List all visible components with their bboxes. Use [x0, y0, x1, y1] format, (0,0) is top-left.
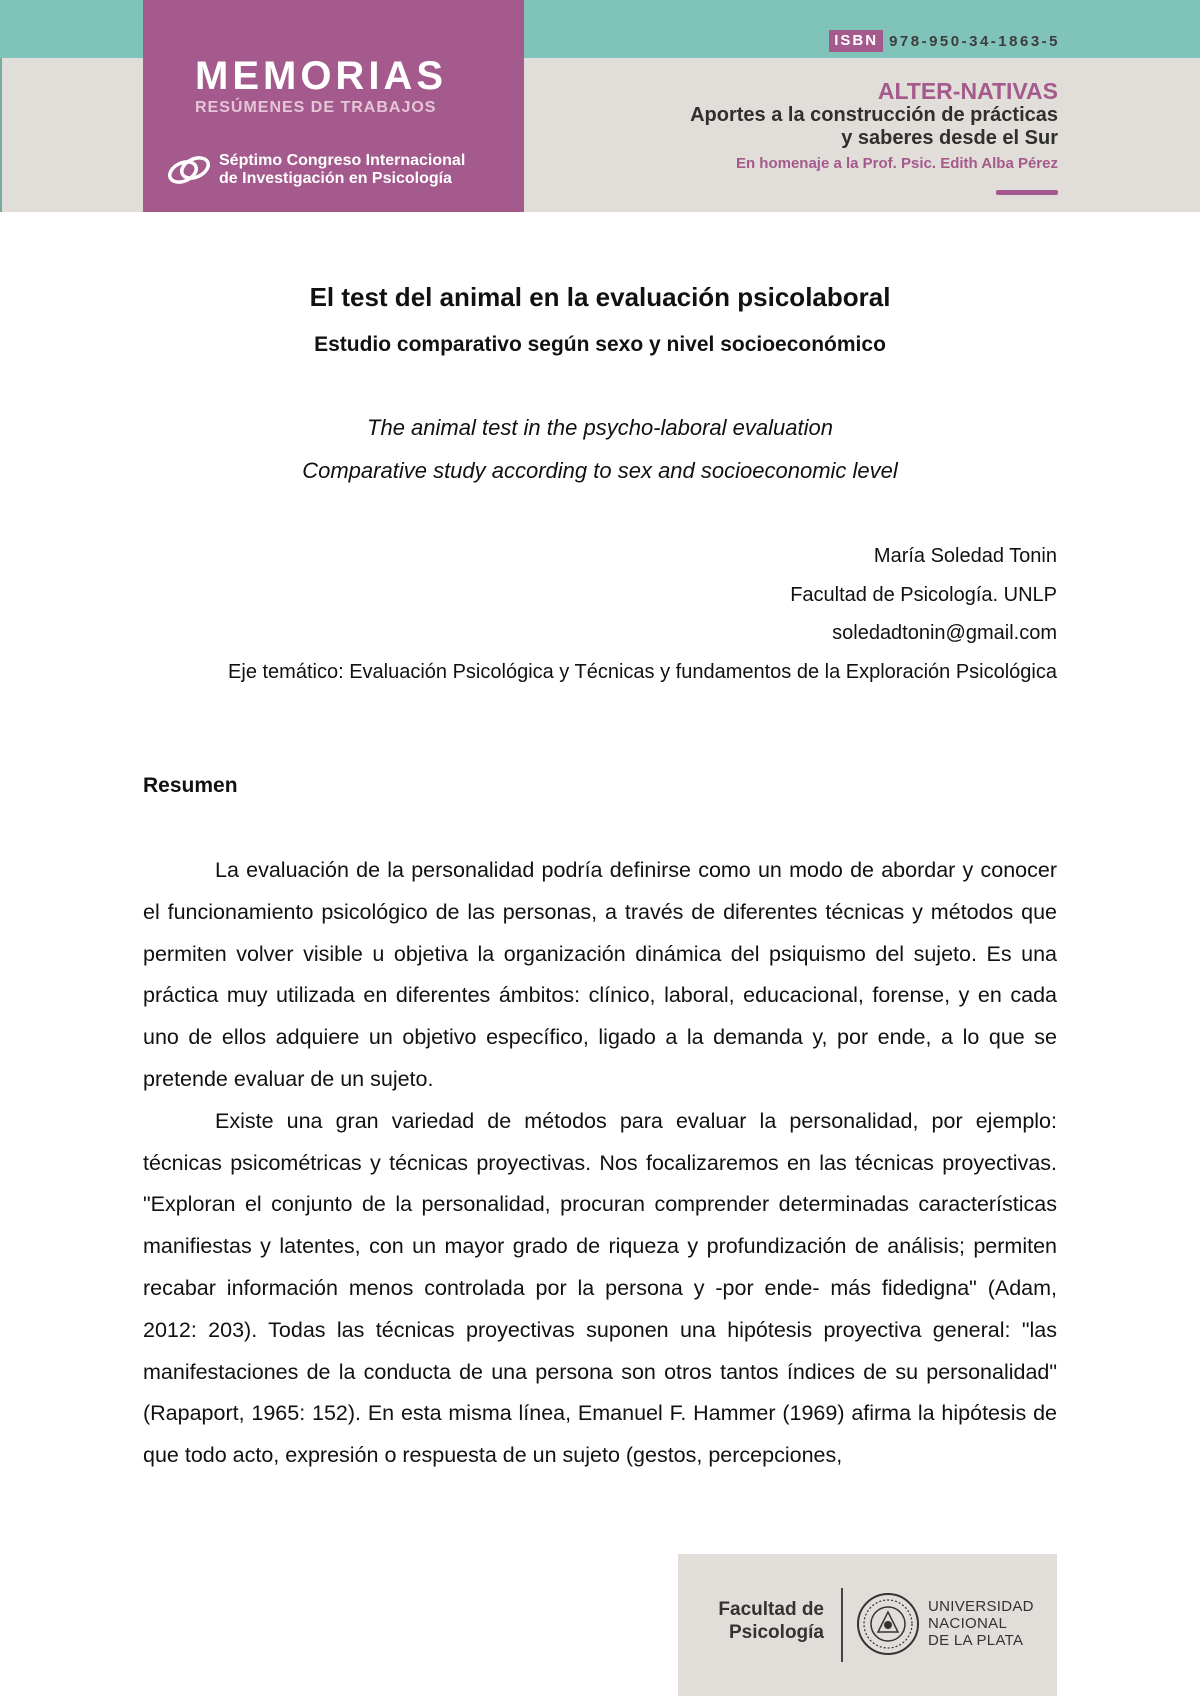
memorias-title: MEMORIAS	[195, 54, 447, 98]
isbn-label: ISBN	[829, 30, 883, 52]
unlp-logo-text	[928, 1598, 1034, 1649]
congress-theme-title: ALTER-NATIVAS	[877, 78, 1058, 104]
memorias-subtitle: RESÚMENES DE TRABAJOS	[195, 99, 437, 116]
congreso-line-1: Séptimo Congreso Internacional	[219, 152, 466, 169]
facultad-line-2: Psicología	[728, 1622, 824, 1643]
isbn-number: 978-950-34-1863-5	[889, 32, 1060, 50]
author-affiliation: Facultad de Psicología. UNLP	[790, 583, 1057, 606]
unlp-seal-icon	[856, 1592, 920, 1656]
header-edge-line	[0, 58, 2, 212]
isbn	[829, 30, 1060, 52]
logo-divider	[841, 1588, 843, 1662]
paper-subtitle: Estudio comparativo según sexo y nivel socioeconómico	[314, 333, 886, 356]
author-block	[143, 537, 1057, 691]
congress-logo-icon	[165, 150, 213, 190]
facultad-line-1: Facultad de	[718, 1599, 824, 1620]
unlp-line-3: DE LA PLATA	[928, 1632, 1024, 1649]
paper-title-en: The animal test in the psycho-laboral evaluation	[367, 415, 833, 440]
abstract-paragraph: Existe una gran variedad de métodos para evaluar la personalidad, por ejemplo: técnicas psicométricas y técnicas proyectivas. Nos focalizaremos en las técnicas proyectivas. "Exploran el conjunto de la personalidad, procuran comprender determinadas características manifiestas y latentes, con un mayor grado de riqueza y profundización de análisis; permiten recabar información menos controlada por la persona y -por ende- más fidedigna" (Adam, 2012: 203). Todas las técnicas proyectivas suponen una hipótesis proyectiva general: "las manifestaciones de la conducta de una persona son otros tantos índices de su personalidad" (Rapaport, 1965: 152). En esta misma línea, Emanuel F. Hammer (1969) afirma la hipótesis de que todo acto, expresión o respuesta de un sujeto (gestos, percepciones,	[143, 1108, 1057, 1468]
abstract-body	[143, 850, 1057, 1477]
resumen-heading: Resumen	[143, 774, 238, 797]
congreso-name	[219, 152, 465, 188]
accent-bar	[996, 190, 1058, 195]
congress-theme-subtitle	[578, 104, 1058, 150]
aportes-line-2: y saberes desde el Sur	[841, 127, 1058, 149]
abstract-paragraph: La evaluación de la personalidad podría definirse como un modo de abordar y conocer el funcionamiento psicológico de las personas, a través de diferentes técnicas y métodos que permiten volver visible u objetiva la organización dinámica del psiquismo del sujeto. Es una práctica muy utilizada en diferentes ámbitos: clínico, laboral, educacional, forense, y en cada uno de ellos adquiere un objetivo específico, ligado a la demanda y, por ende, a lo que se pretende evaluar de un sujeto.	[143, 858, 1057, 1091]
facultad-logo-text	[718, 1598, 824, 1644]
unlp-line-1: UNIVERSIDAD	[928, 1598, 1034, 1615]
congreso-line-2: de Investigación en Psicología	[219, 170, 452, 187]
paper-subtitle-en: Comparative study according to sex and socioeconomic level	[302, 458, 898, 483]
eje-tematico: Eje temático: Evaluación Psicológica y Técnicas y fundamentos de la Exploración Psicológica	[228, 660, 1057, 683]
author-email: soledadtonin@gmail.com	[832, 622, 1057, 644]
footer-logo-block	[678, 1554, 1057, 1696]
author-name: María Soledad Tonin	[873, 545, 1057, 567]
unlp-line-2: NACIONAL	[928, 1615, 1008, 1632]
paper-title: El test del animal en la evaluación psicolaboral	[309, 282, 891, 312]
aportes-line-1: Aportes a la construcción de prácticas	[690, 104, 1058, 126]
homenaje-text: En homenaje a la Prof. Psic. Edith Alba Pérez	[735, 155, 1058, 172]
memorias-banner	[143, 0, 524, 212]
